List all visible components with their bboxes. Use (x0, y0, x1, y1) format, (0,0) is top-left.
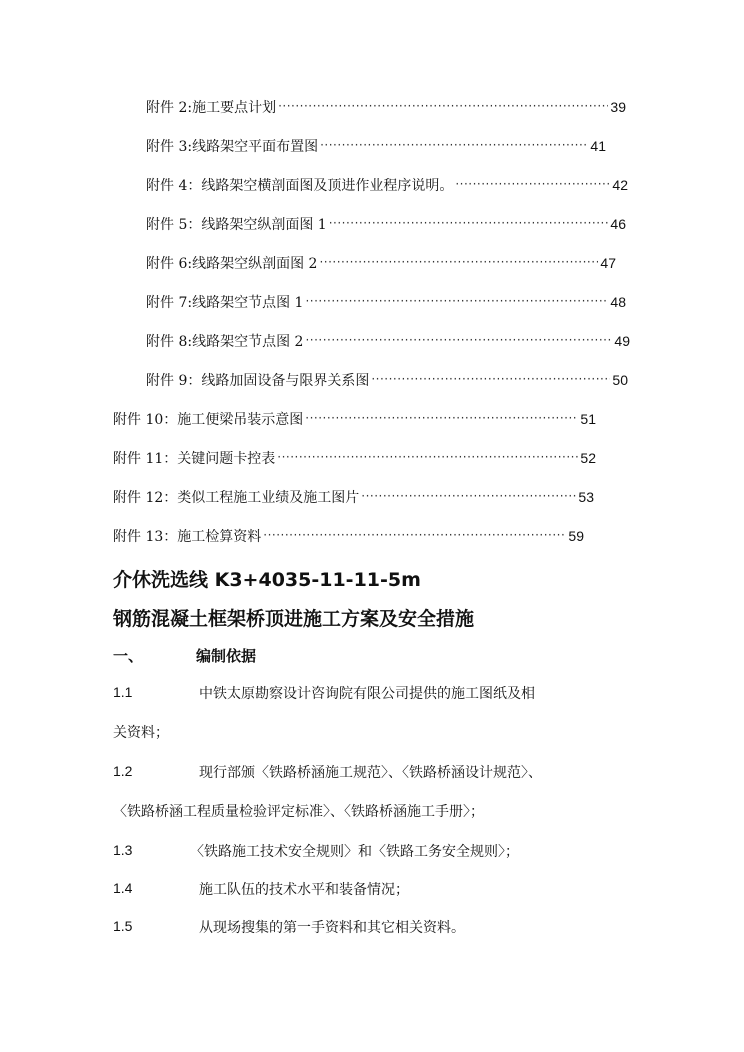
toc-page-number: 46 (610, 216, 626, 232)
toc-entry[interactable] (146, 252, 616, 274)
toc-label: 附件 9：线路加固设备与限界关系图 (146, 373, 370, 389)
toc-entry[interactable] (113, 486, 594, 508)
toc-leader (305, 290, 608, 314)
item-text-continued: 关资料； (113, 725, 169, 741)
item-text: 现行部颁〈铁路桥涵施工规范〉、〈铁路桥涵设计规范〉、 (199, 765, 542, 781)
item-text: 从现场搜集的第一手资料和其它相关资料。 (199, 920, 465, 936)
item-number: 1.4 (113, 880, 133, 896)
toc-page-number: 48 (610, 294, 626, 310)
toc-entry[interactable] (146, 213, 626, 235)
toc-leader (305, 407, 578, 431)
toc-leader (320, 134, 588, 158)
toc-label: 附件 3:线路架空平面布置图 (146, 139, 319, 155)
toc-leader (329, 212, 609, 236)
item-number: 1.3 (113, 842, 133, 858)
toc-page-number: 49 (614, 333, 630, 349)
toc-label: 附件 10：施工便梁吊装示意图 (113, 412, 304, 428)
toc-label: 附件 12：类似工程施工业绩及施工图片 (113, 490, 360, 506)
toc-label: 附件 2:施工要点计划 (146, 100, 277, 116)
toc-leader (455, 173, 610, 197)
item-text: 〈铁路施工技术安全规则〉和〈铁路工务安全规则〉； (190, 844, 519, 860)
toc-entry[interactable] (146, 369, 628, 391)
toc-entry[interactable] (146, 96, 626, 118)
document-title-line-1: 介休洗选线 K3+4035-11-11-5m (113, 569, 421, 591)
toc-page-number: 42 (612, 177, 628, 193)
toc-leader (263, 524, 566, 548)
item-text-continued: 〈铁路桥涵工程质量检验评定标准〉、〈铁路桥涵施工手册〉； (113, 804, 484, 820)
item-number: 1.5 (113, 918, 133, 934)
toc-entry[interactable] (146, 174, 628, 196)
item-text: 中铁太原勘察设计咨询院有限公司提供的施工图纸及相 (199, 686, 535, 702)
toc-page-number: 41 (590, 138, 606, 154)
toc-entry[interactable] (113, 447, 596, 469)
item-text: 施工队伍的技术水平和装备情况； (199, 882, 409, 898)
toc-page-number: 52 (580, 450, 596, 466)
toc-page-number: 51 (580, 411, 596, 427)
toc-page-number: 39 (610, 99, 626, 115)
toc-page-number: 53 (578, 489, 594, 505)
toc-leader (361, 485, 576, 509)
toc-entry[interactable] (146, 330, 630, 352)
toc-entry[interactable] (113, 408, 596, 430)
toc-page-number: 47 (600, 255, 616, 271)
toc-leader (319, 251, 598, 275)
item-number: 1.2 (113, 763, 133, 779)
toc-entry[interactable] (146, 291, 626, 313)
toc-label: 附件 13：施工检算资料 (113, 529, 262, 545)
toc-leader (305, 329, 612, 353)
toc-label: 附件 6:线路架空纵剖面图 2 (146, 256, 318, 272)
toc-leader (278, 95, 608, 119)
toc-label: 附件 7:线路架空节点图 1 (146, 295, 304, 311)
document-title-line-2: 钢筋混凝土框架桥顶进施工方案及安全措施 (113, 608, 475, 630)
toc-entry[interactable] (113, 525, 584, 547)
toc-label: 附件 8:线路架空节点图 2 (146, 334, 304, 350)
toc-page-number: 50 (612, 372, 628, 388)
section-title: 编制依据 (196, 647, 257, 665)
section-number: 一、 (113, 647, 144, 665)
toc-page-number: 59 (568, 528, 584, 544)
toc-label: 附件 4：线路架空横剖面图及顶进作业程序说明。 (146, 178, 454, 194)
toc-label: 附件 11：关键问题卡控表 (113, 451, 276, 467)
toc-leader (371, 368, 610, 392)
item-number: 1.1 (113, 684, 133, 700)
toc-entry[interactable] (146, 135, 606, 157)
toc-leader (277, 446, 578, 470)
toc-label: 附件 5：线路架空纵剖面图 1 (146, 217, 327, 233)
